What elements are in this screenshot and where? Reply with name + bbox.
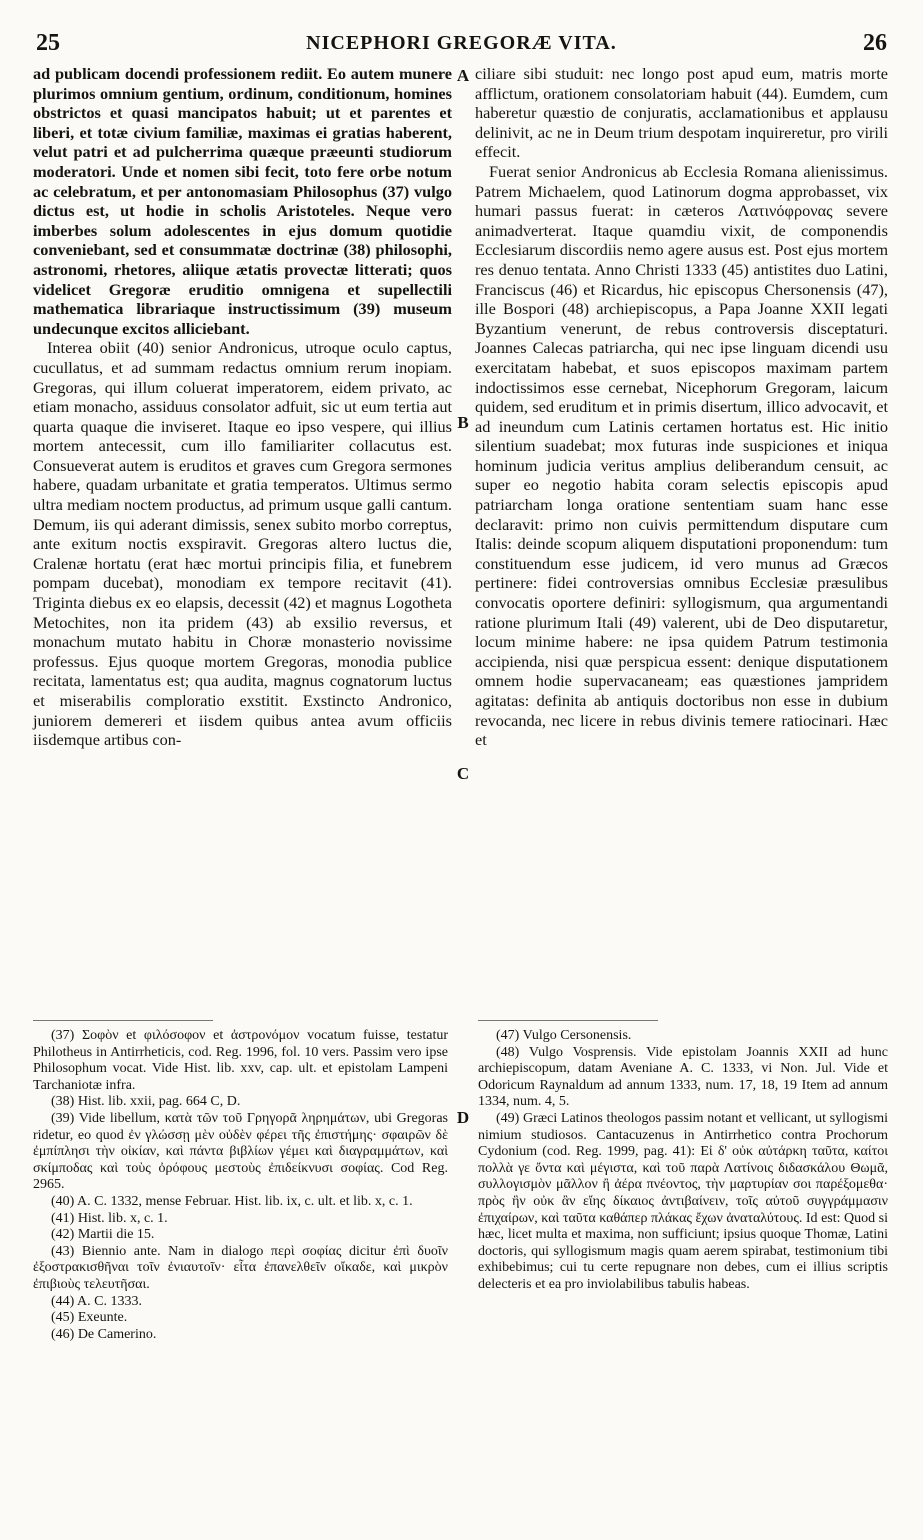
paragraph: Fuerat senior Andronicus ab Ecclesia Romana alienissimus. Patrem Michaelem, quod Latinorum dogma approbasset, vix humari passus fuerat: in cæteros Λατινόφρονας severe animadverterat. Itaque quamdiu vixit, de componendis Ecclesiarum discordiis nemo agere ausus est. Post ejus mortem res denuo tentata. Anno Christi 1333 (45) antistites duo Latini, Franciscus (46) et Ricardus, hic episcopus Chersonensis (47), ille Bospori (48) archiepiscopus, a Papa Joanne XXII legati Byzantium venerunt, de rebus controversis disceptaturi. Joannes Calecas patriarcha, qui nec ipse linguam dicendi usu exercitatam habebat, et suos episcopos maximam partem indoctissimos esse cernebat, Nicephorum Gregoram, laicum quidem, sed eruditum et in primis disertum, illico advocavit, et ad ineundum cum Latinis certamen hortatus est. Hic initio silentium suadebat; mox futuras inde suspiciones et iniqua hominum judicia veritus amplius deliberandum censuit, ac super eo negotio habita coram selectis episcopis apud patriarcham longa oratione sententiam suam hanc esse declaravit: primo non cuivis permittendum disputare cum Italis: deinde scopum aliquem disputationi proponendum: tum constituendum esse judicem, id vero munus ad Græcos pertinere: fidei controversias omnibus Ecclesiæ præsulibus convocatis oportere definiri: syllogismum, qua argumentandi ratione plurimum Itali (49) valerent, ubi de Deo disputaretur, locum minime habere: ne ipsa quidem Patrum testimonia accipienda, nisi quæ perspicua essent: denique disputationem omnem hodie supervacaneam; eas quæstiones jampridem agitatas: definita ab antiquis doctoribus non esse in dubium revocanda, nec licere in rebus divinis temere ratiocinari. Hæc et xyxy=(475,161,888,750)
footnote: (39) Vide libellum, κατὰ τῶν τοῦ Γρηγορᾶ ληρημάτων, ubi Gregoras ridetur, eo quod ἐν γλώσσῃ μὲν οὐδὲν φέρει τῆς ἐπιστήμης· σφαιρῶν δὲ ἐμπίπλησι τὴν οἰκίαν, καὶ πάντα βιβλίων γέμει καὶ διαγραμμάτων, καὶ σκίμποδας καὶ τοὺς ὀρόφους μεστοὺς ἐπιδείκνυσι σοφίας. Cod Reg. 2965. xyxy=(33,1110,448,1193)
footnote: (47) Vulgo Cersonensis. xyxy=(496,1028,632,1043)
running-title: NICEPHORI GREGORÆ VITA. xyxy=(306,32,617,54)
footnote: (46) De Camerino. xyxy=(51,1326,157,1342)
right-footnotes xyxy=(478,1028,888,1294)
footnote: (42) Martii die 15. xyxy=(51,1227,155,1243)
footnote: (49) Græci Latinos theologos passim notant et vellicant, ut syllogismi nimium studiosos. Cantacuzenus in Antirrhetico contra Prochorum Cydonium (cod. Reg. 1999, pag. 41): Εἰ δ' οὐκ αὐτάρκη ταῦτα, καίτοι πολλὰ γε ὄντα καὶ μέγιστα, καὶ τοῦ παρὰ Λατίνοις διδασκάλου Θωμᾶ, συλλογισμὸν μᾶλλον ἢ ἀέρα πνέοντος, τὴν μαρτυρίαν σοι παρέξομεθα· πρὸς ἣν οὐκ ἂν εἴης δίκαιος ἀντιβαίνειν, τοῖς αὐτοῦ συγγράμμασιν ἐπιχαίρων, καὶ ταῦτα καθάπερ πλάκας ἔχων ἀναταλύτους. Id est: Quod si hæc, licet multa et maxima, non sufficiunt; ipsius quoque Thomæ, Latini doctoris, qui syllogismum magis quam aerem spirabat, testimonium tibi exhibebimus; cui tu certe repugnare non debes, cum ei illius scriptis delecteris et ea pro inviolabilibus tabulis habeas. xyxy=(478,1110,888,1292)
footnote: (40) A. C. 1332, mense Februar. Hist. lib. ix, c. ult. et lib. x, c. 1. xyxy=(51,1193,413,1209)
margin-marker-a: A xyxy=(456,66,470,85)
footnote: (41) Hist. lib. x, c. 1. xyxy=(51,1210,168,1226)
footnote: (48) Vulgo Vosprensis. Vide epistolam Joannis XXII ad hunc archiepiscopum, datam Aveniane A. C. 1333, vi Non. Jul. Vide et Odoricum Raynaldum ad annum 1333, num. 17, 18, 19 Item ad annum 1334, num. 4, 5. xyxy=(478,1044,888,1110)
paragraph: ciliare sibi studuit: nec longo post apud eum, matris morte afflictum, orationem consolatoriam habuit (44). Eumdem, cum haberetur quæstio de conjuratis, acclamationibus et applausu delinivit, ac ne in Deum trium despotam inquireretur, pro virili effecit. xyxy=(475,64,888,162)
paragraph: Interea obiit (40) senior Andronicus, utroque oculo captus, cucullatus, et ad summam redactus omnium rerum inopiam. Gregoras, qui illum coluerat imperatorem, eidem privato, ac etiam monacho, assiduus consolator adfuit, sic ut eum tertia aut quarta quaque die inviseret. Itaque eo ipso vespere, qui illius mortem antecessit, cum illo familiariter collacutus est. Consueverat autem is eruditos et graves cum Gregora sermones habere, quadam urbanitate et gratia temperatos. Ultimus sermo ultra mediam noctem productus, ad primum usque galli cantum. Demum, iis qui aderant dimissis, senex subito morbo correptus, ante exitum noctis exspiravit. Gregoras altero luctus die, Cralenæ hortatu (erat hæc mortui principis filia, et funebrem pompam ducebat), monodiam ex tempore recitavit (41). Triginta diebus ex eo elapsis, decessit (42) et magnus Logotheta Metochites, non ita pridem (43) ab exsilio reversus, et monachum mutato habitu in Choræ monasterio novissime professus. Ejus quoque mortem Gregoras, monodia publice recitata, lamentatus est; qua audita, magnus cognatorum luctus et miserabilis comploratio exstitit. Exstincto Andronico, juniorem demereri et iisdem quibus antea avum officiis iisdemque artibus con- xyxy=(33,338,452,750)
page-number-left: 25 xyxy=(36,30,60,56)
paragraph: ad publicam docendi professionem rediit. Eo autem munere plurimos omnium gentium, ordinum, conditionum, homines obstrictos et quasi mancipatos habuit; ut et parentes et liberi, et totæ civium familiæ, maximas ei gratias haberent, velut patri et ad pulcherrima quæque præeunti studiorum moderatori. Unde et nomen sibi fecit, toto fere orbe notum ac celebratum, et per antonomasiam Philosophus (37) vulgo dictus est, ut hodie in scholis Aristoteles. Neque vero imberbes solum adolescentes in ejus domum quotidie conveniebant, sed et consummatæ doctrinæ (38) philosophi, astronomi, rhetores, aliique ætatis provectæ litterati; quos videlicet Gregoræ eruditio omnigena et supellectili mathematica librariaque instructissimum (39) museum undecunque excitos alliciebant. xyxy=(33,64,452,338)
footnote: (37) Σοφὸν et φιλόσοφον et ἀστρονόμον vocatum fuisse, testatur Philotheus in Antirrheticis, cod. Reg. 1996, fol. 10 vers. Passim vero ipse Philosophum vocat. Vide Hist. lib. xxv, cap. ult. et epistolam Lampeni Tarchaniotæ infra. xyxy=(33,1028,448,1093)
footnote: (44) A. C. 1333. xyxy=(51,1293,142,1309)
footnote-rule-left xyxy=(33,1020,213,1021)
footnote-rule-right xyxy=(478,1020,658,1021)
footnote: (45) Exeunte. xyxy=(51,1310,128,1326)
margin-marker-d: D xyxy=(456,1108,470,1127)
page-header xyxy=(36,30,887,60)
page-number-right: 26 xyxy=(863,30,887,56)
footnote: (43) Biennio ante. Nam in dialogo περὶ σοφίας dicitur ἐπὶ δυοῖν ἐξοστρακισθῆναι τοῖν ἐνιαυτοῖν· εἶτα ἐπανελθεῖν οἴκαδε, καὶ μικρὸν ἐπιβιοὺς τελευτῆσαι. xyxy=(33,1243,448,1292)
margin-marker-c: C xyxy=(456,764,470,783)
margin-marker-b: B xyxy=(457,413,469,432)
footnote: (38) Hist. lib. xxii, pag. 664 C, D. xyxy=(51,1094,241,1110)
right-text-column xyxy=(475,64,888,750)
left-footnotes xyxy=(33,1028,448,1343)
left-text-column xyxy=(33,64,452,750)
